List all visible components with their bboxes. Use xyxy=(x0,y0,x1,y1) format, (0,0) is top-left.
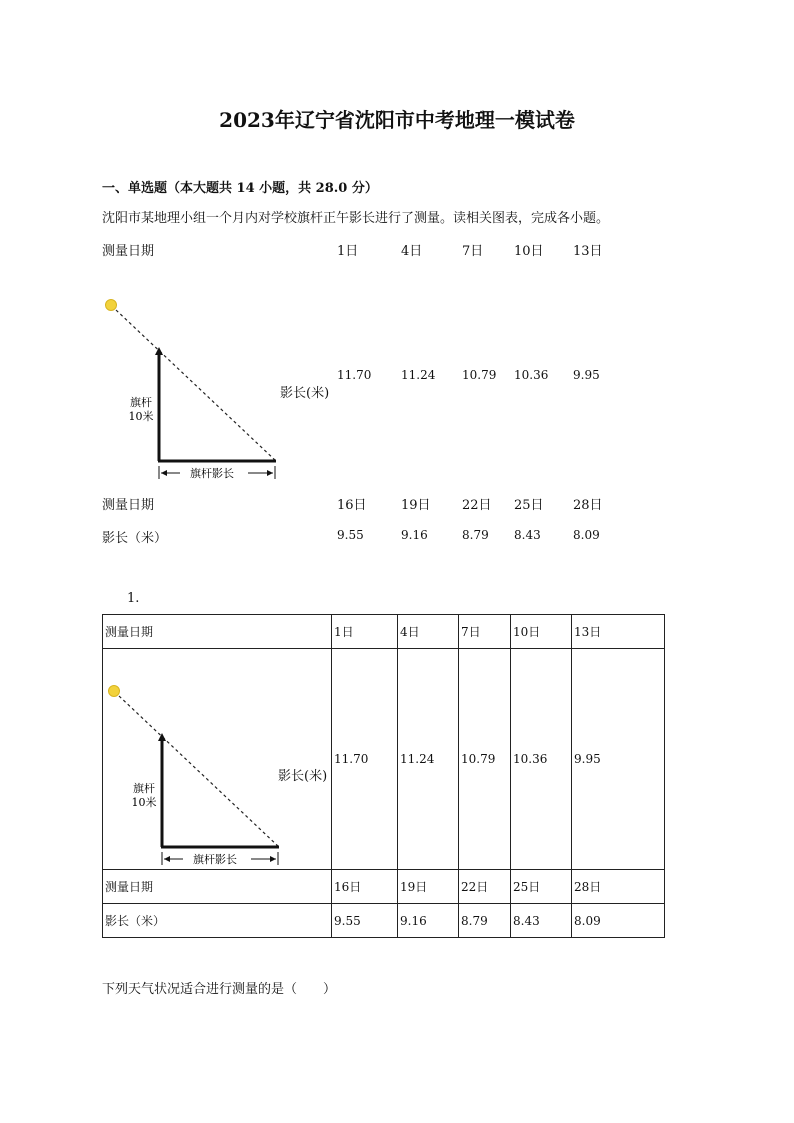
value-cell: 9.16 xyxy=(398,904,459,938)
value-cell: 9.55 xyxy=(337,528,364,542)
shadow-length-label: 旗杆影长 xyxy=(190,467,234,480)
dimension-arrow-right xyxy=(270,856,276,862)
dimension-arrow-left xyxy=(161,470,167,476)
question-text: 下列天气状况适合进行测量的是（ ） xyxy=(102,982,337,997)
page-title: 2023年辽宁省沈阳市中考地理一模试卷 xyxy=(219,108,575,132)
value-cell: 8.79 xyxy=(459,904,511,938)
value-cell: 10.79 xyxy=(462,368,497,382)
date-cell: 19日 xyxy=(401,498,431,513)
section-heading: 一、单选题（本大题共 14 小题，共 28.0 分） xyxy=(102,181,378,196)
shadow-label: 影长（米） xyxy=(102,531,168,546)
table-row xyxy=(103,870,665,904)
date-cell: 7日 xyxy=(462,244,484,259)
pole-label: 旗杆 xyxy=(130,396,152,409)
diagram-cell xyxy=(103,649,332,870)
value-cell: 11.70 xyxy=(337,368,372,382)
date-cell: 4日 xyxy=(398,615,459,649)
value-cell: 8.09 xyxy=(572,904,665,938)
date-cell: 25日 xyxy=(511,870,572,904)
sun-ray-line xyxy=(119,696,279,847)
date-cell: 28日 xyxy=(572,870,665,904)
date-label: 测量日期 xyxy=(103,870,332,904)
value-cell: 8.09 xyxy=(573,528,600,542)
value-cell: 9.95 xyxy=(573,368,600,382)
shadow-label: 影长（米） xyxy=(103,904,332,938)
dimension-arrow-left xyxy=(164,856,170,862)
shadow-label: 影长(米) xyxy=(278,769,328,784)
value-cell: 11.24 xyxy=(401,368,436,382)
date-label: 测量日期 xyxy=(102,498,155,513)
date-cell: 1日 xyxy=(337,244,359,259)
pole-height-label: 10米 xyxy=(131,796,157,809)
date-cell: 19日 xyxy=(398,870,459,904)
date-cell: 7日 xyxy=(459,615,511,649)
question-number: 1. xyxy=(127,591,140,606)
flagpole-shadow-diagram xyxy=(103,679,283,871)
table-row xyxy=(103,649,665,870)
date-cell: 1日 xyxy=(332,615,398,649)
date-cell: 25日 xyxy=(514,498,544,513)
table-row xyxy=(103,904,665,938)
shadow-length-label: 旗杆影长 xyxy=(193,853,237,866)
value-cell: 8.43 xyxy=(514,528,541,542)
sun-ray-line xyxy=(116,310,276,461)
value-cell: 9.16 xyxy=(401,528,428,542)
date-cell: 28日 xyxy=(573,498,603,513)
value-cell: 9.55 xyxy=(332,904,398,938)
value-cell: 9.95 xyxy=(572,649,665,870)
value-cell: 8.79 xyxy=(462,528,489,542)
date-cell: 13日 xyxy=(572,615,665,649)
value-cell: 10.36 xyxy=(514,368,549,382)
sun-icon xyxy=(106,300,117,311)
value-cell: 8.43 xyxy=(511,904,572,938)
date-cell: 4日 xyxy=(401,244,423,259)
date-cell: 16日 xyxy=(337,498,367,513)
sun-icon xyxy=(109,686,120,697)
value-cell: 11.70 xyxy=(332,649,398,870)
value-cell: 10.36 xyxy=(511,649,572,870)
value-cell: 10.79 xyxy=(459,649,511,870)
date-cell: 10日 xyxy=(514,244,544,259)
date-label: 测量日期 xyxy=(102,244,155,259)
bordered-measure-table xyxy=(102,614,665,938)
flagpole-shadow-diagram xyxy=(100,293,280,485)
dimension-arrow-right xyxy=(267,470,273,476)
date-label: 测量日期 xyxy=(103,615,332,649)
pole-label: 旗杆 xyxy=(133,782,155,795)
date-cell: 22日 xyxy=(462,498,492,513)
value-cell: 11.24 xyxy=(398,649,459,870)
date-cell: 22日 xyxy=(459,870,511,904)
shadow-label: 影长(米) xyxy=(280,386,330,401)
date-cell: 10日 xyxy=(511,615,572,649)
date-cell: 16日 xyxy=(332,870,398,904)
intro-text: 沈阳市某地理小组一个月内对学校旗杆正午影长进行了测量。读相关图表，完成各小题。 xyxy=(102,211,610,226)
table-row xyxy=(103,615,665,649)
date-cell: 13日 xyxy=(573,244,603,259)
pole-height-label: 10米 xyxy=(128,410,154,423)
